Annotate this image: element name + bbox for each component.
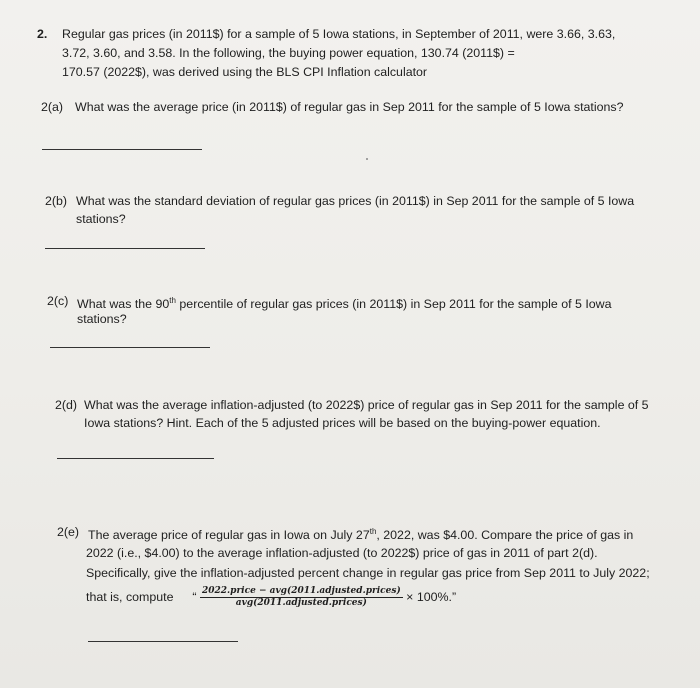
part-b-question-line-1: What was the standard deviation of regular gas prices (in 2011$) in Sep 2011 for the sample of 5 Iowa (76, 194, 635, 208)
part-c-text-pre: What was the 90 (77, 297, 170, 312)
part-d-question-line-1: What was the average inflation-adjusted (to 2022$) price of regular gas in Sep 2011 for the sample of 5 (84, 398, 649, 412)
part-c-text-post: percentile of regular gas prices (in 2011$) in Sep 2011 for the sample of 5 Iowa (175, 297, 612, 312)
fraction-denominator: avg(2011.adjusted.prices) (235, 598, 367, 608)
question-intro-line-1: Regular gas prices (in 2011$) for a sample of 5 Iowa stations, in September of 2011, were 3.66, 3.63, (62, 27, 616, 41)
part-c-label: 2(c) (47, 294, 69, 308)
part-e-formula-line (86, 586, 456, 609)
part-d-label: 2(d) (55, 398, 78, 412)
part-e-question-line-3: Specifically, give the inflation-adjusted percent change in regular gas price from Sep 2011 to July 2022; (86, 566, 650, 580)
part-c-question-line-1 (77, 292, 612, 313)
part-e-label: 2(e) (57, 525, 80, 539)
part-b-question-line-2: stations? (76, 212, 126, 226)
paper-speck (366, 158, 368, 160)
part-d-answer-blank[interactable] (57, 458, 214, 459)
part-a-answer-blank[interactable] (42, 149, 202, 150)
fraction-multiplier: × 100%.” (406, 589, 457, 604)
part-a-label: 2(a) (41, 100, 64, 114)
question-number: 2. (37, 27, 48, 41)
open-quote: “ (192, 589, 197, 604)
percent-change-fraction (200, 586, 403, 609)
part-e-compute-label: that is, compute (86, 589, 174, 604)
part-c-answer-blank[interactable] (50, 347, 210, 348)
part-b-answer-blank[interactable] (45, 248, 205, 249)
part-c-question-line-2: stations? (77, 312, 127, 326)
part-e-question-line-1 (88, 523, 633, 544)
part-e-question-line-2: 2022 (i.e., $4.00) to the average inflation-adjusted (to 2022$) price of gas in 2011 of part 2(d). (86, 546, 598, 560)
part-e-answer-blank[interactable] (88, 641, 238, 642)
question-intro-line-2: 3.72, 3.60, and 3.58. In the following, the buying power equation, 130.74 (2011$) = (62, 46, 515, 60)
part-e-text-pre: The average price of regular gas in Iowa on July 27 (88, 528, 370, 543)
question-intro-line-3: 170.57 (2022$), was derived using the BLS CPI Inflation calculator (62, 65, 428, 79)
part-e-text-post: , 2022, was $4.00. Compare the price of gas in (376, 528, 634, 543)
part-b-label: 2(b) (45, 194, 68, 208)
part-a-question: What was the average price (in 2011$) of regular gas in Sep 2011 for the sample of 5 Iowa stations? (75, 100, 624, 114)
fraction-numerator: 2022.price − avg(2011.adjusted.prices) (201, 586, 401, 596)
part-d-question-line-2: Iowa stations? Hint. Each of the 5 adjusted prices will be based on the buying-power equation. (84, 416, 601, 430)
part-c-superscript: th (169, 296, 176, 305)
part-e-superscript: th (369, 527, 377, 536)
